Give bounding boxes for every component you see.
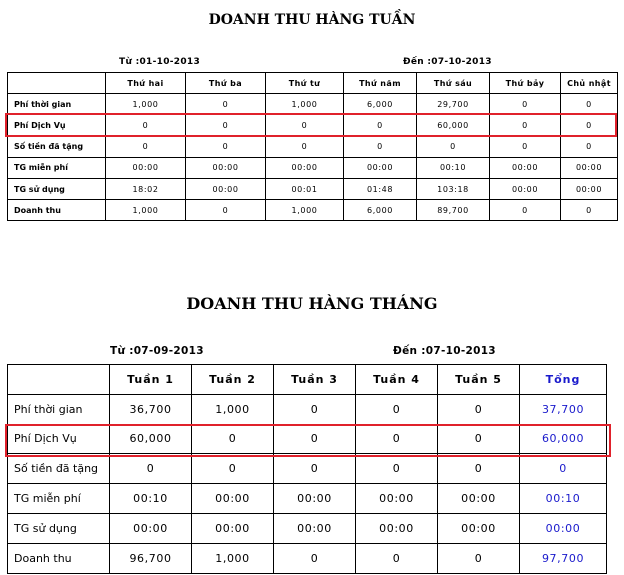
table-cell: 18:02	[106, 178, 186, 199]
row-label: TG miễn phí	[8, 484, 110, 514]
table-cell: 0	[356, 543, 438, 573]
table-cell: 00:00	[490, 157, 561, 178]
table-cell: 0	[274, 454, 356, 484]
table-cell: 0	[186, 136, 266, 157]
table-cell: 36,700	[110, 394, 192, 424]
monthly-to-date: Đến :07-10-2013	[393, 345, 496, 357]
monthly-revenue-title: DOANH THU HÀNG THÁNG	[186, 294, 438, 313]
table-cell: 00:00	[106, 157, 186, 178]
column-header: Tuần 3	[274, 365, 356, 395]
table-cell: 0	[186, 94, 266, 115]
header-row	[8, 365, 607, 395]
weekly-from-date: Từ :01-10-2013	[119, 57, 201, 67]
row-label: Số tiền đã tặng	[8, 454, 110, 484]
table-cell: 0	[438, 454, 520, 484]
table-cell: 0	[490, 136, 561, 157]
table-row	[8, 178, 618, 199]
monthly-revenue-table	[7, 364, 607, 574]
table-cell: 00:00	[438, 513, 520, 543]
table-cell: 60,000	[110, 424, 192, 454]
table-cell: 00:00	[192, 484, 274, 514]
table-cell: 0	[356, 424, 438, 454]
table-cell: 00:00	[520, 513, 607, 543]
table-cell: 0	[520, 454, 607, 484]
table-cell: 00:00	[356, 484, 438, 514]
table-row	[8, 424, 607, 454]
column-header: Tuần 2	[192, 365, 274, 395]
table-cell: 0	[274, 394, 356, 424]
table-cell: 00:00	[186, 178, 266, 199]
table-cell: 00:00	[192, 513, 274, 543]
weekly-to-date: Đến :07-10-2013	[403, 57, 492, 67]
table-cell: 00:00	[561, 157, 618, 178]
column-header: Thứ năm	[344, 73, 417, 94]
table-cell: 00:10	[417, 157, 490, 178]
table-row	[8, 484, 607, 514]
table-cell: 1,000	[106, 94, 186, 115]
table-cell: 00:01	[266, 178, 344, 199]
table-cell: 0	[356, 454, 438, 484]
row-label: TG miễn phí	[8, 157, 106, 178]
row-label: Phí Dịch Vụ	[8, 424, 110, 454]
table-cell: 1,000	[266, 94, 344, 115]
table-cell: 6,000	[344, 200, 417, 221]
table-cell: 0	[438, 424, 520, 454]
table-cell: 103:18	[417, 178, 490, 199]
table-cell: 00:00	[266, 157, 344, 178]
table-row	[8, 454, 607, 484]
table-cell: 0	[106, 115, 186, 136]
table-cell: 97,700	[520, 543, 607, 573]
table-cell: 0	[490, 94, 561, 115]
column-header: Chủ nhật	[561, 73, 618, 94]
column-header: Thứ bảy	[490, 73, 561, 94]
row-label: Doanh thu	[8, 200, 106, 221]
row-label: Số tiền đã tặng	[8, 136, 106, 157]
column-header: Tuần 5	[438, 365, 520, 395]
header-corner-cell	[8, 365, 110, 395]
row-label: Phí thời gian	[8, 394, 110, 424]
table-cell: 0	[110, 454, 192, 484]
table-cell: 00:00	[490, 178, 561, 199]
table-cell: 0	[561, 200, 618, 221]
table-cell: 1,000	[192, 394, 274, 424]
table-cell: 29,700	[417, 94, 490, 115]
column-header: Thứ hai	[106, 73, 186, 94]
column-header: Thứ tư	[266, 73, 344, 94]
weekly-revenue-table	[7, 72, 618, 221]
table-row	[8, 115, 618, 136]
column-header: Thứ ba	[186, 73, 266, 94]
table-cell: 0	[438, 394, 520, 424]
column-header: Thứ sáu	[417, 73, 490, 94]
table-row	[8, 200, 618, 221]
table-cell: 0	[490, 200, 561, 221]
column-header: Tuần 4	[356, 365, 438, 395]
table-cell: 0	[490, 115, 561, 136]
row-label: TG sử dụng	[8, 178, 106, 199]
table-cell: 1,000	[192, 543, 274, 573]
table-cell: 6,000	[344, 94, 417, 115]
table-cell: 0	[274, 543, 356, 573]
table-cell: 60,000	[520, 424, 607, 454]
row-label: TG sử dụng	[8, 513, 110, 543]
table-cell: 00:00	[356, 513, 438, 543]
header-row	[8, 73, 618, 94]
table-row	[8, 136, 618, 157]
table-cell: 00:00	[344, 157, 417, 178]
monthly-from-date: Từ :07-09-2013	[110, 345, 204, 357]
table-cell: 60,000	[417, 115, 490, 136]
table-cell: 0	[106, 136, 186, 157]
table-cell: 0	[192, 424, 274, 454]
table-cell: 0	[192, 454, 274, 484]
table-cell: 0	[344, 115, 417, 136]
table-cell: 0	[561, 115, 618, 136]
table-cell: 0	[561, 94, 618, 115]
table-row	[8, 513, 607, 543]
table-cell: 0	[438, 543, 520, 573]
column-header: Tuần 1	[110, 365, 192, 395]
table-cell: 00:00	[274, 484, 356, 514]
weekly-revenue-title: DOANH THU HÀNG TUẦN	[208, 12, 416, 28]
table-cell: 00:10	[110, 484, 192, 514]
table-cell: 00:00	[561, 178, 618, 199]
table-cell: 0	[186, 115, 266, 136]
table-cell: 0	[356, 394, 438, 424]
table-cell: 1,000	[106, 200, 186, 221]
row-label: Phí Dịch Vụ	[8, 115, 106, 136]
table-cell: 00:00	[274, 513, 356, 543]
table-cell: 00:10	[520, 484, 607, 514]
column-header: Tổng	[520, 365, 607, 395]
table-cell: 37,700	[520, 394, 607, 424]
row-label: Phí thời gian	[8, 94, 106, 115]
table-cell: 0	[417, 136, 490, 157]
table-cell: 00:00	[438, 484, 520, 514]
header-corner-cell	[8, 73, 106, 94]
table-cell: 0	[266, 136, 344, 157]
table-row	[8, 394, 607, 424]
table-cell: 1,000	[266, 200, 344, 221]
table-cell: 00:00	[186, 157, 266, 178]
table-cell: 0	[266, 115, 344, 136]
table-cell: 89,700	[417, 200, 490, 221]
table-cell: 0	[561, 136, 618, 157]
table-cell: 96,700	[110, 543, 192, 573]
table-row	[8, 157, 618, 178]
table-cell: 0	[274, 424, 356, 454]
row-label: Doanh thu	[8, 543, 110, 573]
table-cell: 01:48	[344, 178, 417, 199]
table-cell: 00:00	[110, 513, 192, 543]
table-cell: 0	[186, 200, 266, 221]
table-cell: 0	[344, 136, 417, 157]
table-row	[8, 543, 607, 573]
table-row	[8, 94, 618, 115]
